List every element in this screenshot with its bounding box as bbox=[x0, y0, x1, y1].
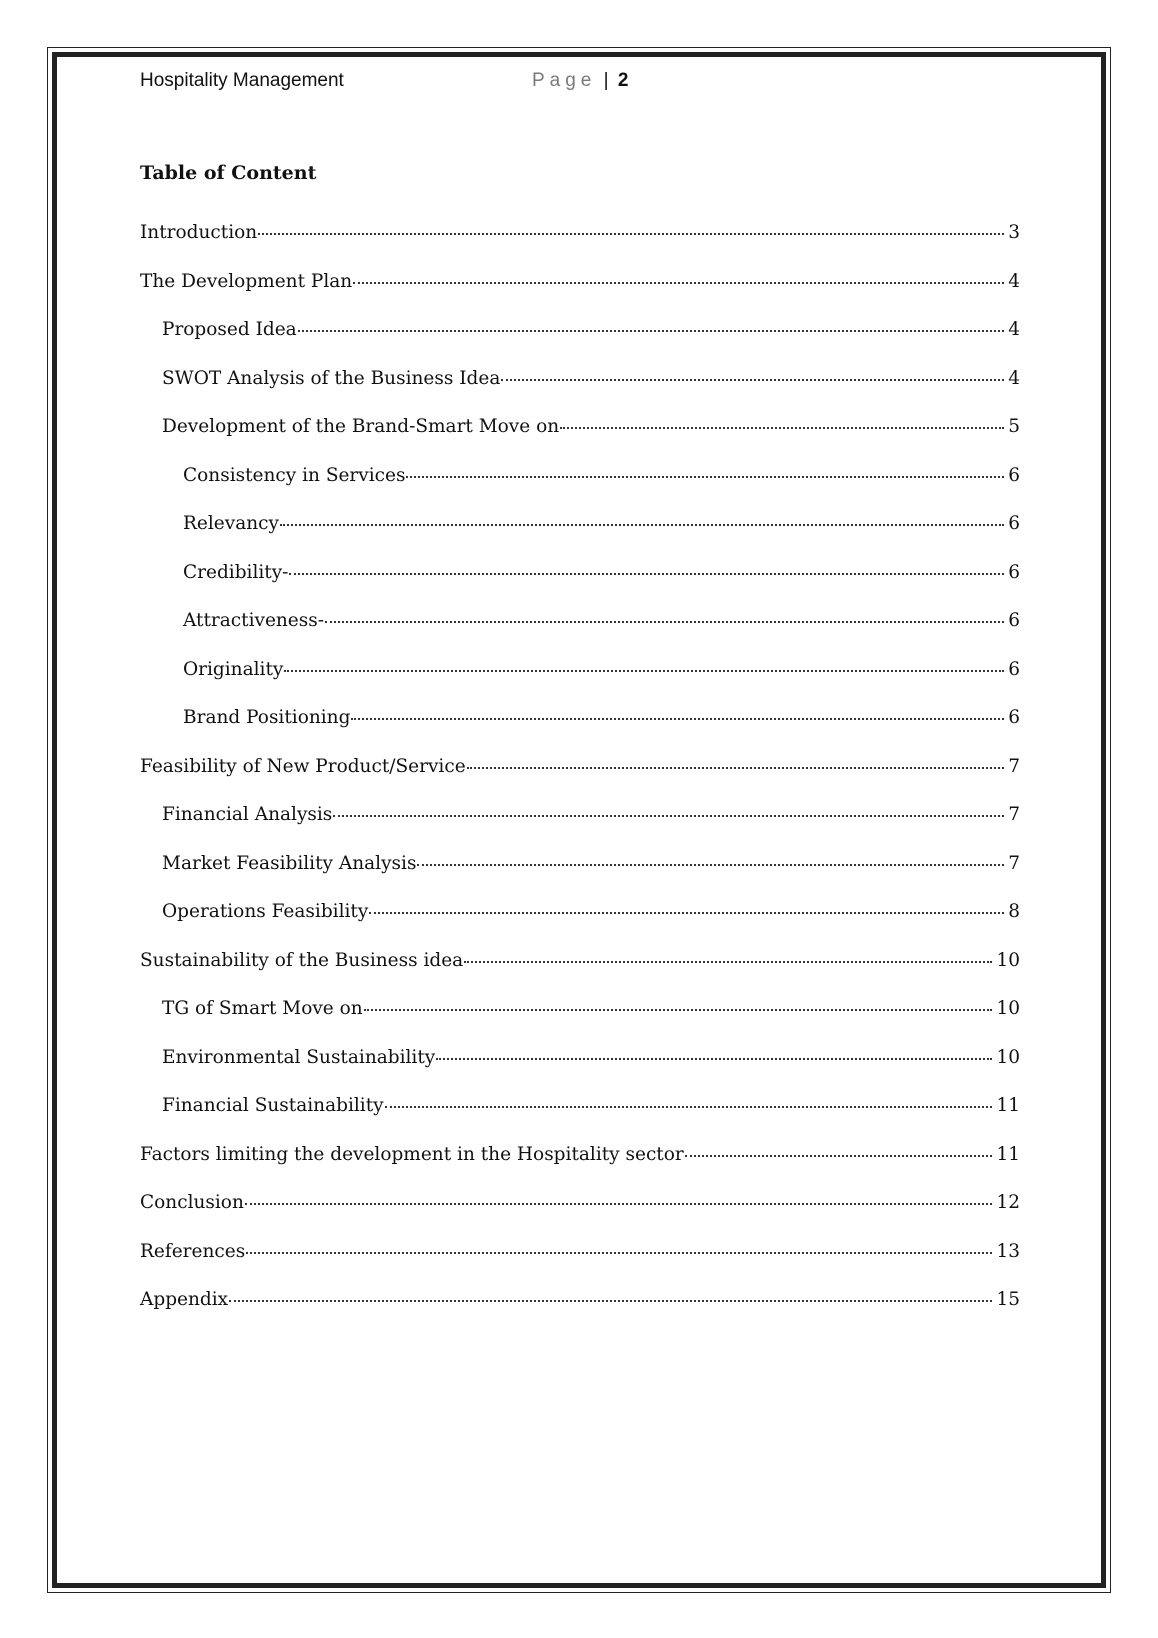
toc-entry-page-number: 10 bbox=[996, 998, 1020, 1019]
toc-entry[interactable] bbox=[140, 659, 1020, 708]
toc-entry[interactable] bbox=[140, 610, 1020, 659]
toc-entry-page-number: 13 bbox=[996, 1240, 1020, 1262]
toc-entry[interactable] bbox=[140, 562, 1020, 611]
toc-entry-title: Factors limiting the development in the Hospitality sector bbox=[140, 1143, 684, 1165]
table-of-contents bbox=[140, 222, 1020, 1338]
toc-entry-page-number: 11 bbox=[996, 1143, 1020, 1165]
toc-entry[interactable] bbox=[140, 368, 1020, 417]
toc-entry-title: Financial Sustainability bbox=[162, 1095, 384, 1116]
toc-entry[interactable] bbox=[140, 1241, 1020, 1290]
toc-dot-leader bbox=[685, 1155, 993, 1157]
toc-dot-leader bbox=[333, 815, 1004, 817]
toc-entry[interactable] bbox=[140, 707, 1020, 756]
toc-entry-title: Sustainability of the Business idea bbox=[140, 949, 464, 971]
toc-entry-title: Relevancy bbox=[183, 513, 279, 534]
toc-entry[interactable] bbox=[140, 319, 1020, 368]
toc-entry-title: Conclusion bbox=[140, 1192, 244, 1213]
toc-entry[interactable] bbox=[140, 1047, 1020, 1096]
toc-dot-leader bbox=[436, 1058, 992, 1060]
toc-entry-page-number: 10 bbox=[996, 1046, 1020, 1068]
toc-entry-title: The Development Plan bbox=[140, 270, 353, 292]
toc-entry[interactable] bbox=[140, 998, 1020, 1047]
toc-entry-title: Originality bbox=[183, 658, 284, 680]
toc-dot-leader bbox=[369, 912, 1004, 914]
toc-dot-leader bbox=[351, 718, 1004, 720]
toc-entry-page-number: 15 bbox=[996, 1289, 1020, 1310]
toc-entry-page-number: 10 bbox=[996, 949, 1020, 971]
toc-entry[interactable] bbox=[140, 416, 1020, 465]
toc-dot-leader bbox=[284, 670, 1004, 672]
toc-entry-page-number: 4 bbox=[1008, 367, 1020, 389]
toc-entry-title: Development of the Brand-Smart Move on bbox=[162, 416, 560, 437]
toc-entry-title: Environmental Sustainability bbox=[162, 1046, 436, 1068]
toc-entry-page-number: 3 bbox=[1008, 222, 1020, 243]
toc-entry-title: Consistency in Services bbox=[183, 464, 406, 486]
toc-dot-leader bbox=[464, 961, 992, 963]
toc-dot-leader bbox=[353, 282, 1004, 284]
toc-entry[interactable] bbox=[140, 1289, 1020, 1338]
toc-entry[interactable] bbox=[140, 513, 1020, 562]
toc-dot-leader bbox=[467, 767, 1005, 769]
page-separator: | bbox=[603, 70, 609, 91]
toc-entry-page-number: 7 bbox=[1008, 755, 1020, 777]
toc-entry-page-number: 7 bbox=[1008, 804, 1020, 825]
page-number: 2 bbox=[617, 70, 629, 91]
toc-dot-leader bbox=[246, 1252, 992, 1254]
toc-dot-leader bbox=[417, 864, 1004, 866]
toc-entry-page-number: 6 bbox=[1008, 464, 1020, 486]
toc-entry-page-number: 6 bbox=[1008, 561, 1020, 583]
toc-entry-title: Market Feasibility Analysis bbox=[162, 852, 417, 874]
toc-entry[interactable] bbox=[140, 1095, 1020, 1144]
toc-dot-leader bbox=[258, 233, 1004, 235]
toc-entry-page-number: 4 bbox=[1008, 319, 1020, 340]
toc-dot-leader bbox=[385, 1106, 993, 1108]
toc-entry[interactable] bbox=[140, 804, 1020, 853]
toc-entry-title: Operations Feasibility bbox=[162, 901, 369, 922]
toc-entry-title: SWOT Analysis of the Business Idea bbox=[162, 367, 501, 389]
page-header bbox=[140, 70, 1020, 100]
toc-dot-leader bbox=[406, 476, 1004, 478]
toc-entry-page-number: 12 bbox=[996, 1192, 1020, 1213]
toc-dot-leader bbox=[280, 524, 1004, 526]
page-indicator bbox=[532, 70, 628, 92]
toc-entry-page-number: 6 bbox=[1008, 658, 1020, 680]
toc-entry-title: Proposed Idea bbox=[162, 319, 297, 340]
toc-entry-page-number: 11 bbox=[996, 1095, 1020, 1116]
toc-entry[interactable] bbox=[140, 1144, 1020, 1193]
toc-entry-page-number: 6 bbox=[1008, 707, 1020, 728]
toc-dot-leader bbox=[325, 621, 1004, 623]
toc-entry[interactable] bbox=[140, 1192, 1020, 1241]
toc-entry[interactable] bbox=[140, 901, 1020, 950]
toc-entry[interactable] bbox=[140, 465, 1020, 514]
toc-entry-page-number: 5 bbox=[1008, 416, 1020, 437]
toc-entry[interactable] bbox=[140, 756, 1020, 805]
toc-entry[interactable] bbox=[140, 222, 1020, 271]
toc-dot-leader bbox=[298, 330, 1005, 332]
toc-dot-leader bbox=[245, 1203, 993, 1205]
page-label: Page bbox=[532, 70, 597, 91]
toc-dot-leader bbox=[229, 1300, 992, 1302]
toc-dot-leader bbox=[560, 427, 1004, 429]
document-title: Hospitality Management bbox=[140, 70, 344, 91]
toc-entry-page-number: 6 bbox=[1008, 513, 1020, 534]
toc-dot-leader bbox=[289, 573, 1004, 575]
toc-dot-leader bbox=[501, 379, 1004, 381]
toc-heading: Table of Content bbox=[140, 162, 317, 184]
toc-entry-title: Attractiveness- bbox=[183, 610, 324, 631]
toc-entry[interactable] bbox=[140, 853, 1020, 902]
toc-entry-page-number: 6 bbox=[1008, 610, 1020, 631]
toc-entry-title: Brand Positioning bbox=[183, 707, 351, 728]
toc-entry-page-number: 7 bbox=[1008, 852, 1020, 874]
toc-entry[interactable] bbox=[140, 271, 1020, 320]
toc-entry[interactable] bbox=[140, 950, 1020, 999]
toc-entry-page-number: 4 bbox=[1008, 270, 1020, 292]
toc-dot-leader bbox=[364, 1009, 993, 1011]
toc-entry-page-number: 8 bbox=[1008, 901, 1020, 922]
toc-entry-title: Appendix bbox=[140, 1289, 229, 1310]
toc-entry-title: Financial Analysis bbox=[162, 804, 333, 825]
toc-entry-title: Feasibility of New Product/Service bbox=[140, 755, 466, 777]
toc-entry-title: TG of Smart Move on bbox=[162, 998, 363, 1019]
toc-entry-title: Credibility- bbox=[183, 561, 289, 583]
toc-entry-title: References bbox=[140, 1240, 246, 1262]
toc-entry-title: Introduction bbox=[140, 222, 258, 243]
